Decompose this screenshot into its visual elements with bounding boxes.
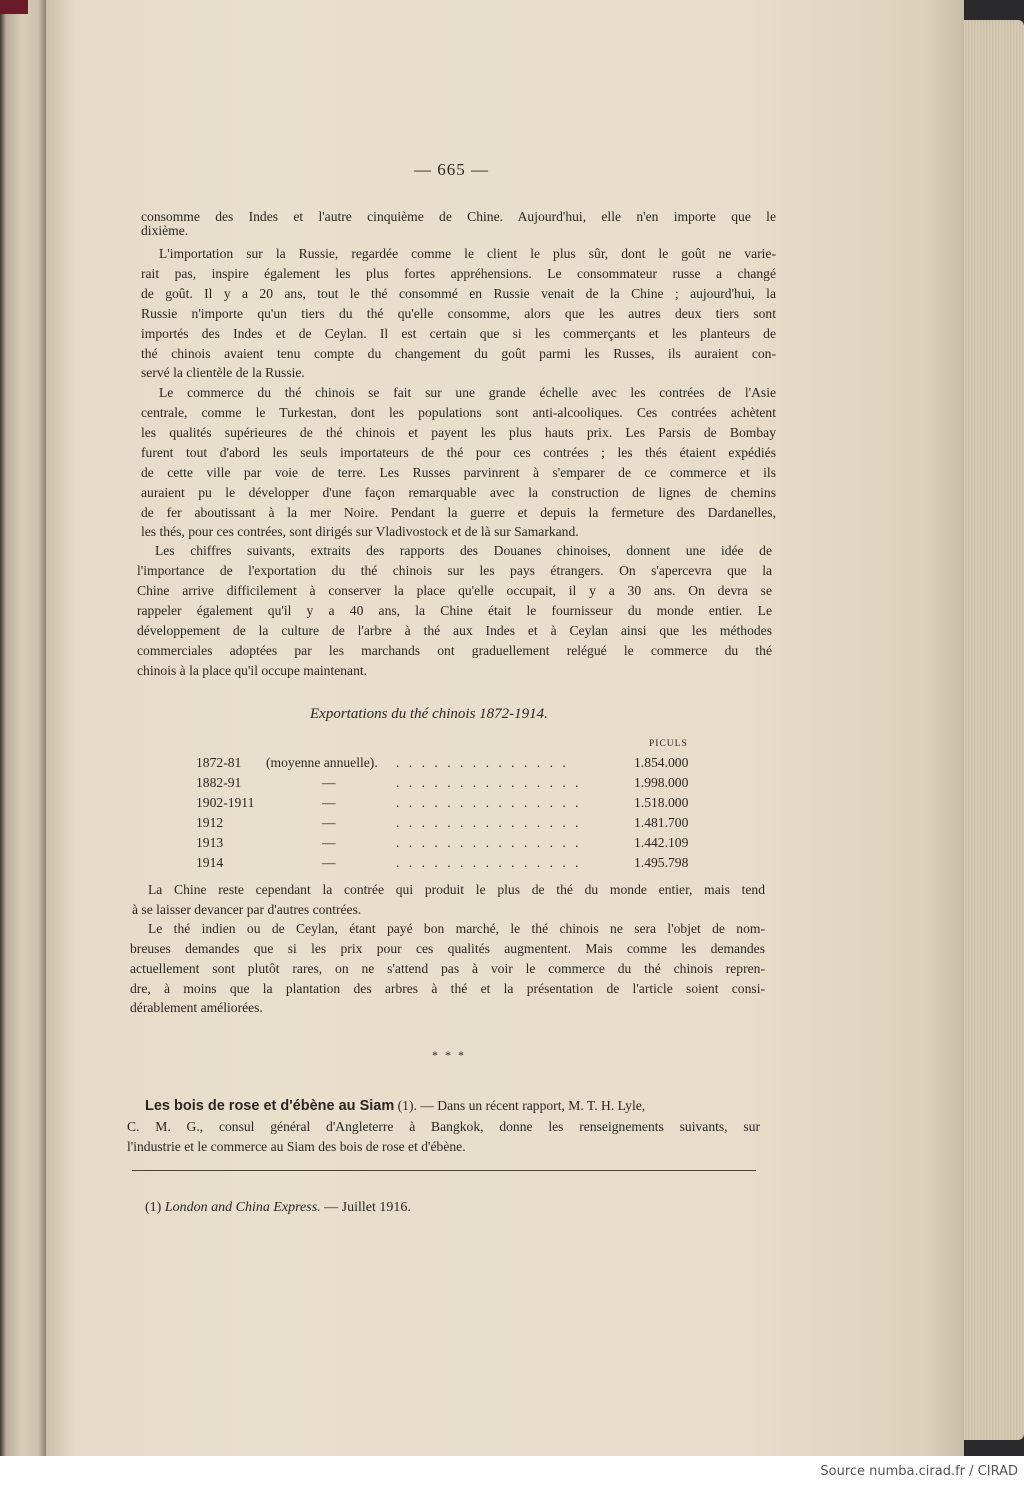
text-line: breuses demandes que si les prix pour ces qualités augmentent. Mais comme les demandes	[130, 941, 765, 956]
text-line: actuellement sont plutôt rares, on ne s'attend pas à voir le commerce du thé chinois repren-	[130, 961, 765, 976]
value-cell: 1.442.109	[634, 835, 689, 850]
text-line: à se laisser devancer par d'autres contrées.	[132, 902, 362, 917]
text-line: Le thé indien ou de Ceylan, étant payé bon marché, le thé chinois ne sera l'objet de nom-	[148, 921, 765, 936]
leader-dots: . . . . . . . . . . . . . . .	[396, 795, 582, 810]
previous-page-edge	[0, 0, 48, 1456]
bookmark-ribbon	[0, 0, 28, 14]
text-line: thé chinois avaient tenu compte du changement du goût parmi les Russes, ils auraient con-	[141, 346, 776, 361]
text-line: l'importance de l'exportation du thé chinois sur les pays étrangers. On s'apercevra que la	[137, 563, 772, 578]
text-line: C. M. G., consul général d'Angleterre à Bangkok, donne les renseignements suivants, sur	[127, 1119, 760, 1134]
section-separator: * * *	[432, 1048, 466, 1062]
page-number: — 665 —	[414, 160, 489, 179]
text-line: rait pas, inspire également les plus fortes appréhensions. Le consommateur russe a changé	[141, 266, 776, 281]
text-line: dixième.	[141, 223, 189, 238]
note-cell: —	[322, 835, 336, 850]
leader-dots: . . . . . . . . . . . . . . .	[396, 775, 582, 790]
text-line: furent tout d'abord les seuls importateurs de thé pour ces contrées ; les thés étaient expédiés	[141, 445, 776, 460]
year-cell: 1913	[196, 835, 224, 850]
section-first-line	[145, 1096, 645, 1117]
section-heading: Les bois de rose et d'ébène au Siam	[145, 1098, 395, 1114]
value-cell: 1.998.000	[634, 775, 689, 790]
footnote	[145, 1198, 411, 1218]
leader-dots: . . . . . . . . . . . . . . .	[396, 835, 582, 850]
value-cell: 1.518.000	[634, 795, 689, 810]
table-row	[196, 855, 716, 875]
leader-dots: . . . . . . . . . . . . . .	[396, 755, 569, 770]
note-cell: —	[322, 855, 336, 870]
year-cell: 1914	[196, 855, 224, 870]
page-stack-edge	[962, 20, 1024, 1440]
footnote-source: London and China Express.	[164, 1200, 321, 1215]
year-cell: 1912	[196, 815, 224, 830]
text-line: l'industrie et le commerce au Siam des bois de rose et d'ébène.	[127, 1139, 466, 1154]
text-line: de cette ville par voie de terre. Les Russes parvinrent à s'emparer de ce commerce et ils	[141, 465, 776, 480]
table-row	[196, 795, 716, 815]
table-title: Exportations du thé chinois 1872-1914.	[310, 706, 548, 722]
year-cell: 1872-81	[196, 755, 242, 770]
note-cell: —	[322, 815, 336, 830]
footnote-reference: (1).	[397, 1098, 417, 1113]
text-line: auraient pu le développer d'une façon remarquable avec la construction de lignes de chemins	[141, 485, 776, 500]
text-line: centrale, comme le Turkestan, dont les populations sont anti-alcooliques. Ces contrées achètent	[141, 405, 776, 420]
source-credit: Source numba.cirad.fr / CIRAD	[820, 1464, 1018, 1479]
text-line: consomme des Indes et l'autre cinquième de Chine. Aujourd'hui, elle n'en importe que le	[141, 209, 776, 224]
text-line: servé la clientèle de la Russie.	[141, 365, 305, 380]
value-cell: 1.854.000	[634, 755, 689, 770]
text-line: chinois à la place qu'il occupe maintenant.	[137, 663, 368, 678]
year-cell: 1902-1911	[196, 795, 255, 810]
text-line: développement de la culture de l'arbre à thé aux Indes et à Ceylan ainsi que les méthodes	[137, 623, 772, 638]
text-line: La Chine reste cependant la contrée qui produit le plus de thé du monde entier, mais tend	[148, 882, 765, 897]
table-row	[196, 755, 716, 775]
text-line: Les chiffres suivants, extraits des rapports des Douanes chinoises, donnent une idée de	[155, 543, 772, 558]
footnote-date: — Juillet 1916.	[324, 1200, 411, 1215]
text-line: dre, à moins que la plantation des arbres à thé et la présentation de l'article soient consi-	[130, 981, 765, 996]
text-line: L'importation sur la Russie, regardée comme le client le plus sûr, dont le goût ne varie-	[159, 246, 776, 261]
table-row	[196, 815, 716, 835]
year-cell: 1882-91	[196, 775, 242, 790]
text-line: dérablement améliorées.	[130, 1000, 263, 1015]
text-line: importés des Indes et de Ceylan. Il est certain que si les commerçants et les planteurs de	[141, 326, 776, 341]
unit-header: PICULS	[649, 739, 688, 749]
leader-dots: . . . . . . . . . . . . . . .	[396, 855, 582, 870]
value-cell: 1.481.700	[634, 815, 689, 830]
table-row	[196, 775, 716, 795]
note-cell: —	[322, 775, 336, 790]
table-row	[196, 835, 716, 855]
text-line: les qualités supérieures de thé chinois et payent les plus hauts prix. Les Parsis de Bombay	[141, 425, 776, 440]
note-cell: —	[322, 795, 336, 810]
leader-dots: . . . . . . . . . . . . . . .	[396, 815, 582, 830]
text-line: Chine arrive difficilement à conserver la place qu'elle occupait, il y a 30 ans. On devra se	[137, 583, 772, 598]
text-line: commerciales adoptées par les marchands ont graduellement relégué le commerce du thé	[137, 643, 772, 658]
note-cell: (moyenne annuelle).	[266, 755, 378, 770]
section-line-rest: — Dans un récent rapport, M. T. H. Lyle,	[420, 1098, 646, 1113]
value-cell: 1.495.798	[634, 855, 689, 870]
footnote-mark: (1)	[145, 1200, 162, 1215]
text-line: Russie n'importe qu'un tiers du thé qu'elle consomme, alors que les autres deux tiers sont	[141, 306, 776, 321]
text-line: Le commerce du thé chinois se fait sur une grande échelle avec les contrées de l'Asie	[159, 385, 776, 400]
footnote-rule	[132, 1170, 756, 1171]
text-line: de goût. Il y a 20 ans, tout le thé consommé en Russie venait de la Chine ; aujourd'hui, la	[141, 286, 776, 301]
text-line: rappeler également qu'il y a 40 ans, la Chine était le fournisseur du monde entier. Le	[137, 603, 772, 618]
text-line: les thés, pour ces contrées, sont dirigés sur Vladivostock et de là sur Samarkand.	[141, 524, 579, 539]
text-line: de fer aboutissant à la mer Noire. Pendant la guerre et depuis la fermeture des Dardanelles,	[141, 505, 776, 520]
